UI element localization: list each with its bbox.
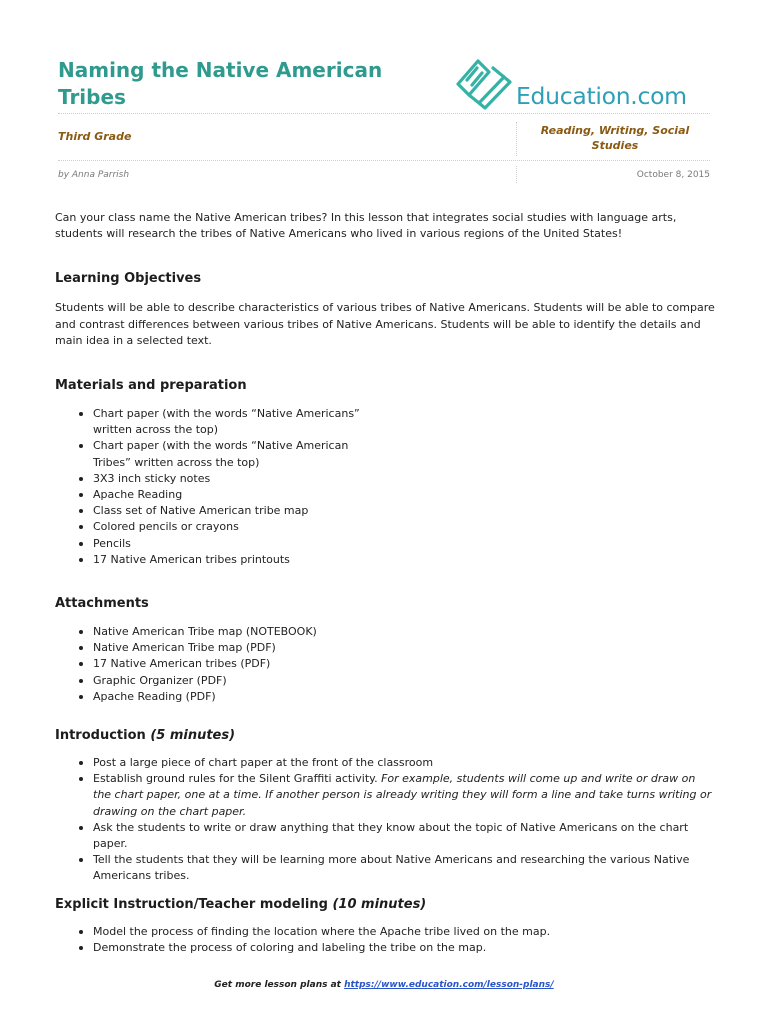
introduction-heading	[55, 727, 715, 745]
page-title: Naming the Native American Tribes	[58, 58, 383, 109]
list-item: Class set of Native American tribe map	[93, 503, 383, 519]
materials-heading: Materials and preparation	[55, 378, 247, 394]
list-item-example: For example, students will come up and write or draw on the chart paper, one at a time. If another person is already writing they will form a line and take turns writing or drawing on the chart paper.	[93, 772, 712, 818]
list-item	[93, 820, 715, 852]
list-item	[93, 755, 715, 771]
list-item: 3X3 inch sticky notes	[93, 471, 383, 487]
list-item: Demonstrate the process of coloring and labeling the tribe on the map.	[93, 940, 715, 956]
list-item: Model the process of finding the location where the Apache tribe lived on the map.	[93, 924, 715, 940]
attachment-item[interactable]: Native American Tribe map (NOTEBOOK)	[93, 624, 715, 640]
grade-level: Third Grade	[58, 130, 132, 143]
learning-objectives-heading: Learning Objectives	[55, 271, 202, 287]
materials-list	[55, 406, 383, 568]
footer	[0, 979, 768, 991]
attachment-item[interactable]: Native American Tribe map (PDF)	[93, 640, 715, 656]
explicit-instruction-list	[55, 924, 715, 956]
explicit-instruction-heading-label: Explicit Instruction/Teacher modeling	[55, 896, 328, 912]
attachment-item[interactable]: Apache Reading (PDF)	[93, 689, 715, 705]
list-item: 17 Native American tribes printouts	[93, 552, 383, 568]
subject-list: Reading, Writing, Social Studies	[540, 124, 690, 152]
explicit-instruction-duration: (10 minutes)	[332, 896, 427, 912]
author-byline: by Anna Parrish	[58, 170, 130, 180]
publish-date: October 8, 2015	[636, 170, 710, 180]
logo-wordmark: Education.com	[516, 82, 687, 110]
header-column-divider	[516, 122, 517, 156]
footer-text: Get more lesson plans at	[214, 980, 345, 990]
list-item-text: Tell the students that they will be learning more about Native Americans and researching the various Native Americans tribes.	[93, 853, 690, 883]
lesson-content	[55, 210, 715, 956]
introduction-duration: (5 minutes)	[150, 728, 236, 744]
attachments-list	[55, 624, 715, 705]
intro-paragraph: Can your class name the Native American tribes? In this lesson that integrates social studies with language arts, students will research the tribes of Native Americans who lived in various regions of the United States!	[55, 211, 677, 241]
list-item: Apache Reading	[93, 487, 383, 503]
list-item-text: Ask the students to write or draw anything that they know about the topic of Native Americans on the chart paper.	[93, 820, 689, 851]
list-item: Pencils	[93, 536, 383, 552]
list-item-text: Establish ground rules for the Silent Graffiti activity.	[93, 772, 382, 786]
education-com-logo[interactable]	[455, 57, 713, 113]
meta-column-divider	[516, 166, 517, 183]
explicit-instruction-heading	[55, 896, 715, 914]
meta-divider	[58, 160, 710, 161]
lesson-plans-link[interactable]: https://www.education.com/lesson-plans/	[344, 980, 554, 990]
learning-objectives-text: Students will be able to describe characteristics of various tribes of Native Americans. Students will be able to compare and contrast differences between various tribes of Native Americans. Students will be able to identify the details and main idea in a selected text.	[55, 301, 715, 347]
header-divider	[58, 113, 710, 114]
pencil-logo-icon	[455, 57, 515, 113]
attachments-heading: Attachments	[55, 596, 149, 612]
list-item: Colored pencils or crayons	[93, 519, 383, 535]
list-item	[93, 852, 715, 884]
list-item	[93, 771, 715, 820]
attachment-item[interactable]: Graphic Organizer (PDF)	[93, 673, 715, 689]
introduction-list	[55, 755, 715, 885]
list-item-text: Post a large piece of chart paper at the front of the classroom	[93, 756, 434, 770]
list-item: Chart paper (with the words “Native American Tribes” written across the top)	[93, 438, 383, 470]
attachment-item[interactable]: 17 Native American tribes (PDF)	[93, 656, 715, 672]
list-item: Chart paper (with the words “Native Americans” written across the top)	[93, 406, 383, 438]
introduction-heading-label: Introduction	[55, 728, 146, 744]
